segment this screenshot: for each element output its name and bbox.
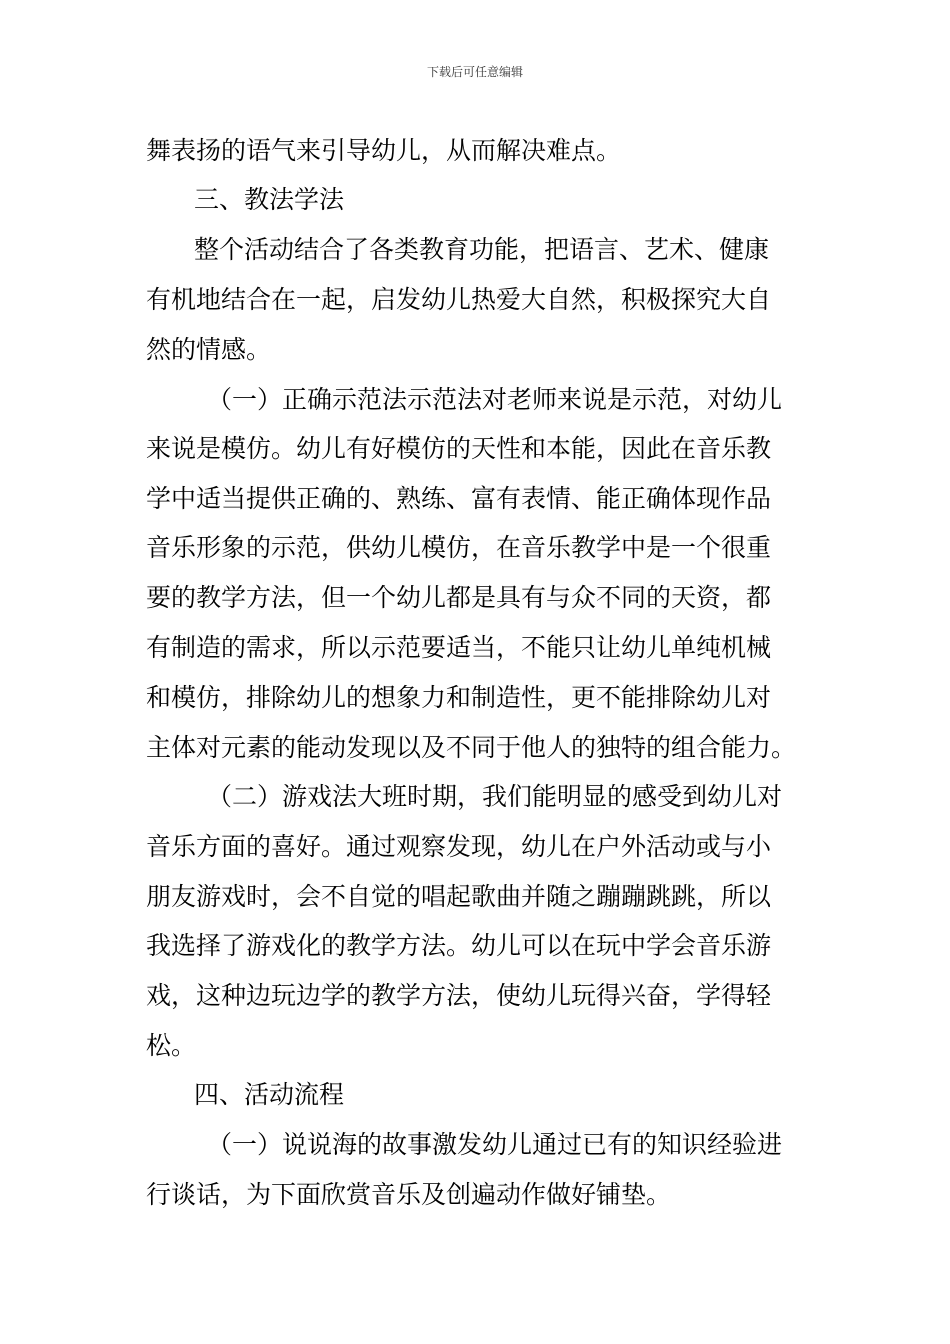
- body-line: 主体对元素的能动发现以及不同于他人的独特的组合能力。: [146, 733, 797, 762]
- body-line: 和模仿，排除幼儿的想象力和制造性，更不能排除幼儿对: [146, 683, 772, 712]
- body-line: 有制造的需求，所以示范要适当，不能只让幼儿单纯机械: [146, 633, 772, 662]
- body-line: 有机地结合在一起，启发幼儿热爱大自然，积极探究大自: [146, 285, 772, 314]
- body-line: 戏，这种边玩边学的教学方法，使幼儿玩得兴奋，学得轻: [146, 981, 772, 1010]
- body-line: 整个活动结合了各类教育功能，把语言、艺术、健康: [194, 235, 770, 264]
- body-line: 朋友游戏时，会不自觉的唱起歌曲并随之蹦蹦跳跳，所以: [146, 882, 772, 911]
- body-line: （二）游戏法大班时期，我们能明显的感受到幼儿对: [207, 782, 783, 811]
- section-heading: 三、教法学法: [194, 185, 345, 214]
- body-line: 行谈话，为下面欣赏音乐及创遍动作做好铺垫。: [146, 1180, 672, 1209]
- section-heading: 四、活动流程: [194, 1080, 345, 1109]
- page-header: 下载后可任意编辑: [426, 65, 523, 79]
- body-line: 学中适当提供正确的、熟练、富有表情、能正确体现作品: [146, 484, 772, 513]
- body-line: 音乐形象的示范，供幼儿模仿，在音乐教学中是一个很重: [146, 533, 772, 562]
- body-line: （一）正确示范法示范法对老师来说是示范，对幼儿: [207, 385, 783, 414]
- body-line: 然的情感。: [146, 335, 272, 364]
- body-line: 舞表扬的语气来引导幼儿，从而解决难点。: [146, 136, 622, 165]
- body-line: 我选择了游戏化的教学方法。幼儿可以在玩中学会音乐游: [146, 931, 772, 960]
- body-line: 松。: [146, 1031, 197, 1060]
- body-line: 音乐方面的喜好。通过观察发现，幼儿在户外活动或与小: [146, 832, 772, 861]
- body-line: 要的教学方法，但一个幼儿都是具有与众不同的天资，都: [146, 583, 772, 612]
- body-line: （一）说说海的故事激发幼儿通过已有的知识经验进: [207, 1130, 783, 1159]
- body-line: 来说是模仿。幼儿有好模仿的天性和本能，因此在音乐教: [146, 434, 772, 463]
